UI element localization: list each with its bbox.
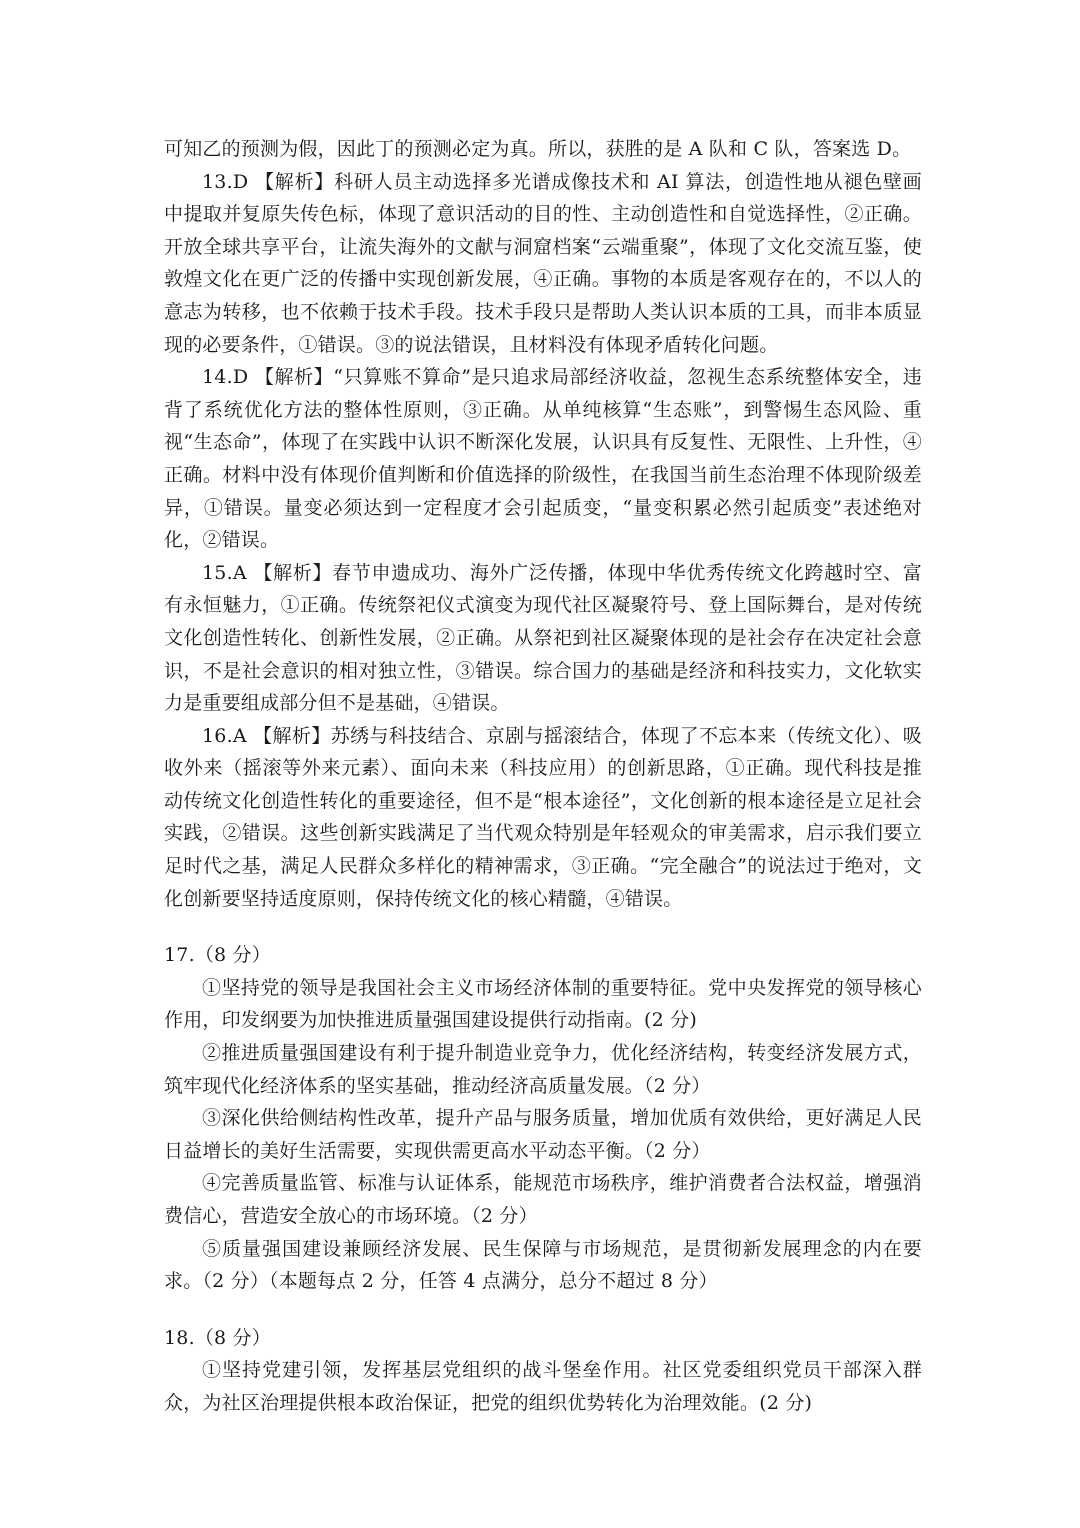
q17-point-3: ③深化供给侧结构性改革，提升产品与服务质量，增加优质有效供给，更好满足人民日益增长的美好生活需要，实现供需更高水平动态平衡。（2 分） — [164, 1107, 922, 1162]
q17-point-4: ④完善质量监管、标准与认证体系，能规范市场秩序，维护消费者合法权益，增强消费信心，营造安全放心的市场环境。（2 分） — [164, 1172, 922, 1227]
answer-text-body — [164, 133, 922, 1420]
q17-point-5: ⑤质量强国建设兼顾经济发展、民生保障与市场规范，是贯彻新发展理念的内在要求。（2 分）（本题每点 2 分，任答 4 点满分，总分不超过 8 分） — [164, 1237, 922, 1293]
question-18-heading: 18.（8 分） — [164, 1326, 271, 1349]
q17-point-1: ①坚持党的领导是我国社会主义市场经济体制的重要特征。党中央发挥党的领导核心作用，印发纲要为加快推进质量强国建设提供行动指南。(2 分) — [164, 976, 922, 1032]
question-17-heading: 17.（8 分） — [164, 944, 271, 967]
answer-15: 15.A 【解析】春节申遗成功、海外广泛传播，体现中华优秀传统文化跨越时空、富有永恒魅力，①正确。传统祭祀仪式演变为现代社区凝聚符号、登上国际舞台，是对传统文化创造性转化、创新性发展，②正确。从祭祀到社区凝聚体现的是社会存在决定社会意识，不是社会意识的相对独立性，③错误。综合国力的基础是经济和科技实力，文化软实力是重要组成部分但不是基础，④错误。 — [164, 561, 922, 715]
answer-14: 14.D 【解析】“只算账不算命”是只追求局部经济收益，忽视生态系统整体安全，违背了系统优化方法的整体性原则，③正确。从单纯核算“生态账”，到警惕生态风险、重视“生态命”，体现了在实践中认识不断深化发展，认识具有反复性、无限性、上升性，④正确。材料中没有体现价值判断和价值选择的阶级性，在我国当前生态治理不体现阶级差异，①错误。量变必须达到一定程度才会引起质变，“量变积累必然引起质变”表述绝对化，②错误。 — [164, 366, 922, 552]
q17-point-2: ②推进质量强国建设有利于提升制造业竞争力，优化经济结构，转变经济发展方式，筑牢现代化经济体系的坚实基础，推动经济高质量发展。（2 分） — [164, 1042, 922, 1097]
section-spacer — [164, 1298, 922, 1322]
q18-point-1: ①坚持党建引领，发挥基层党组织的战斗堡垒作用。社区党委组织党员干部深入群众，为社区治理提供根本政治保证，把党的组织优势转化为治理效能。(2 分) — [164, 1359, 922, 1414]
answer-16: 16.A 【解析】苏绣与科技结合、京剧与摇滚结合，体现了不忘本来（传统文化）、吸收外来（摇滚等外来元素）、面向未来（科技应用）的创新思路，①正确。现代科技是推动传统文化创造性转化的重要途径，但不是“根本途径”，文化创新的根本途径是立足社会实践，②错误。这些创新实践满足了当代观众特别是年轻观众的审美需求，启示我们要立足时代之基，满足人民群众多样化的精神需求，③正确。“完全融合”的说法过于绝对，文化创新要坚持适度原则，保持传统文化的核心精髓，④错误。 — [164, 724, 922, 910]
section-spacer — [164, 915, 922, 939]
answer-13: 13.D 【解析】科研人员主动选择多光谱成像技术和 AI 算法，创造性地从褪色壁画中提取并复原失传色标，体现了意识活动的目的性、主动创造性和自觉选择性，②正确。开放全球共享平台，让流失海外的文献与洞窟档案“云端重聚”，体现了文化交流互鉴，使敦煌文化在更广泛的传播中实现创新发展，④正确。事物的本质是客观存在的，不以人的意志为转移，也不依赖于技术手段。技术手段只是帮助人类认识本质的工具，而非本质显现的必要条件，①错误。③的说法错误，且材料没有体现矛盾转化问题。 — [164, 170, 922, 356]
paragraph-continuation: 可知乙的预测为假，因此丁的预测必定为真。所以，获胜的是 A 队和 C 队，答案选 D。 — [164, 138, 912, 160]
